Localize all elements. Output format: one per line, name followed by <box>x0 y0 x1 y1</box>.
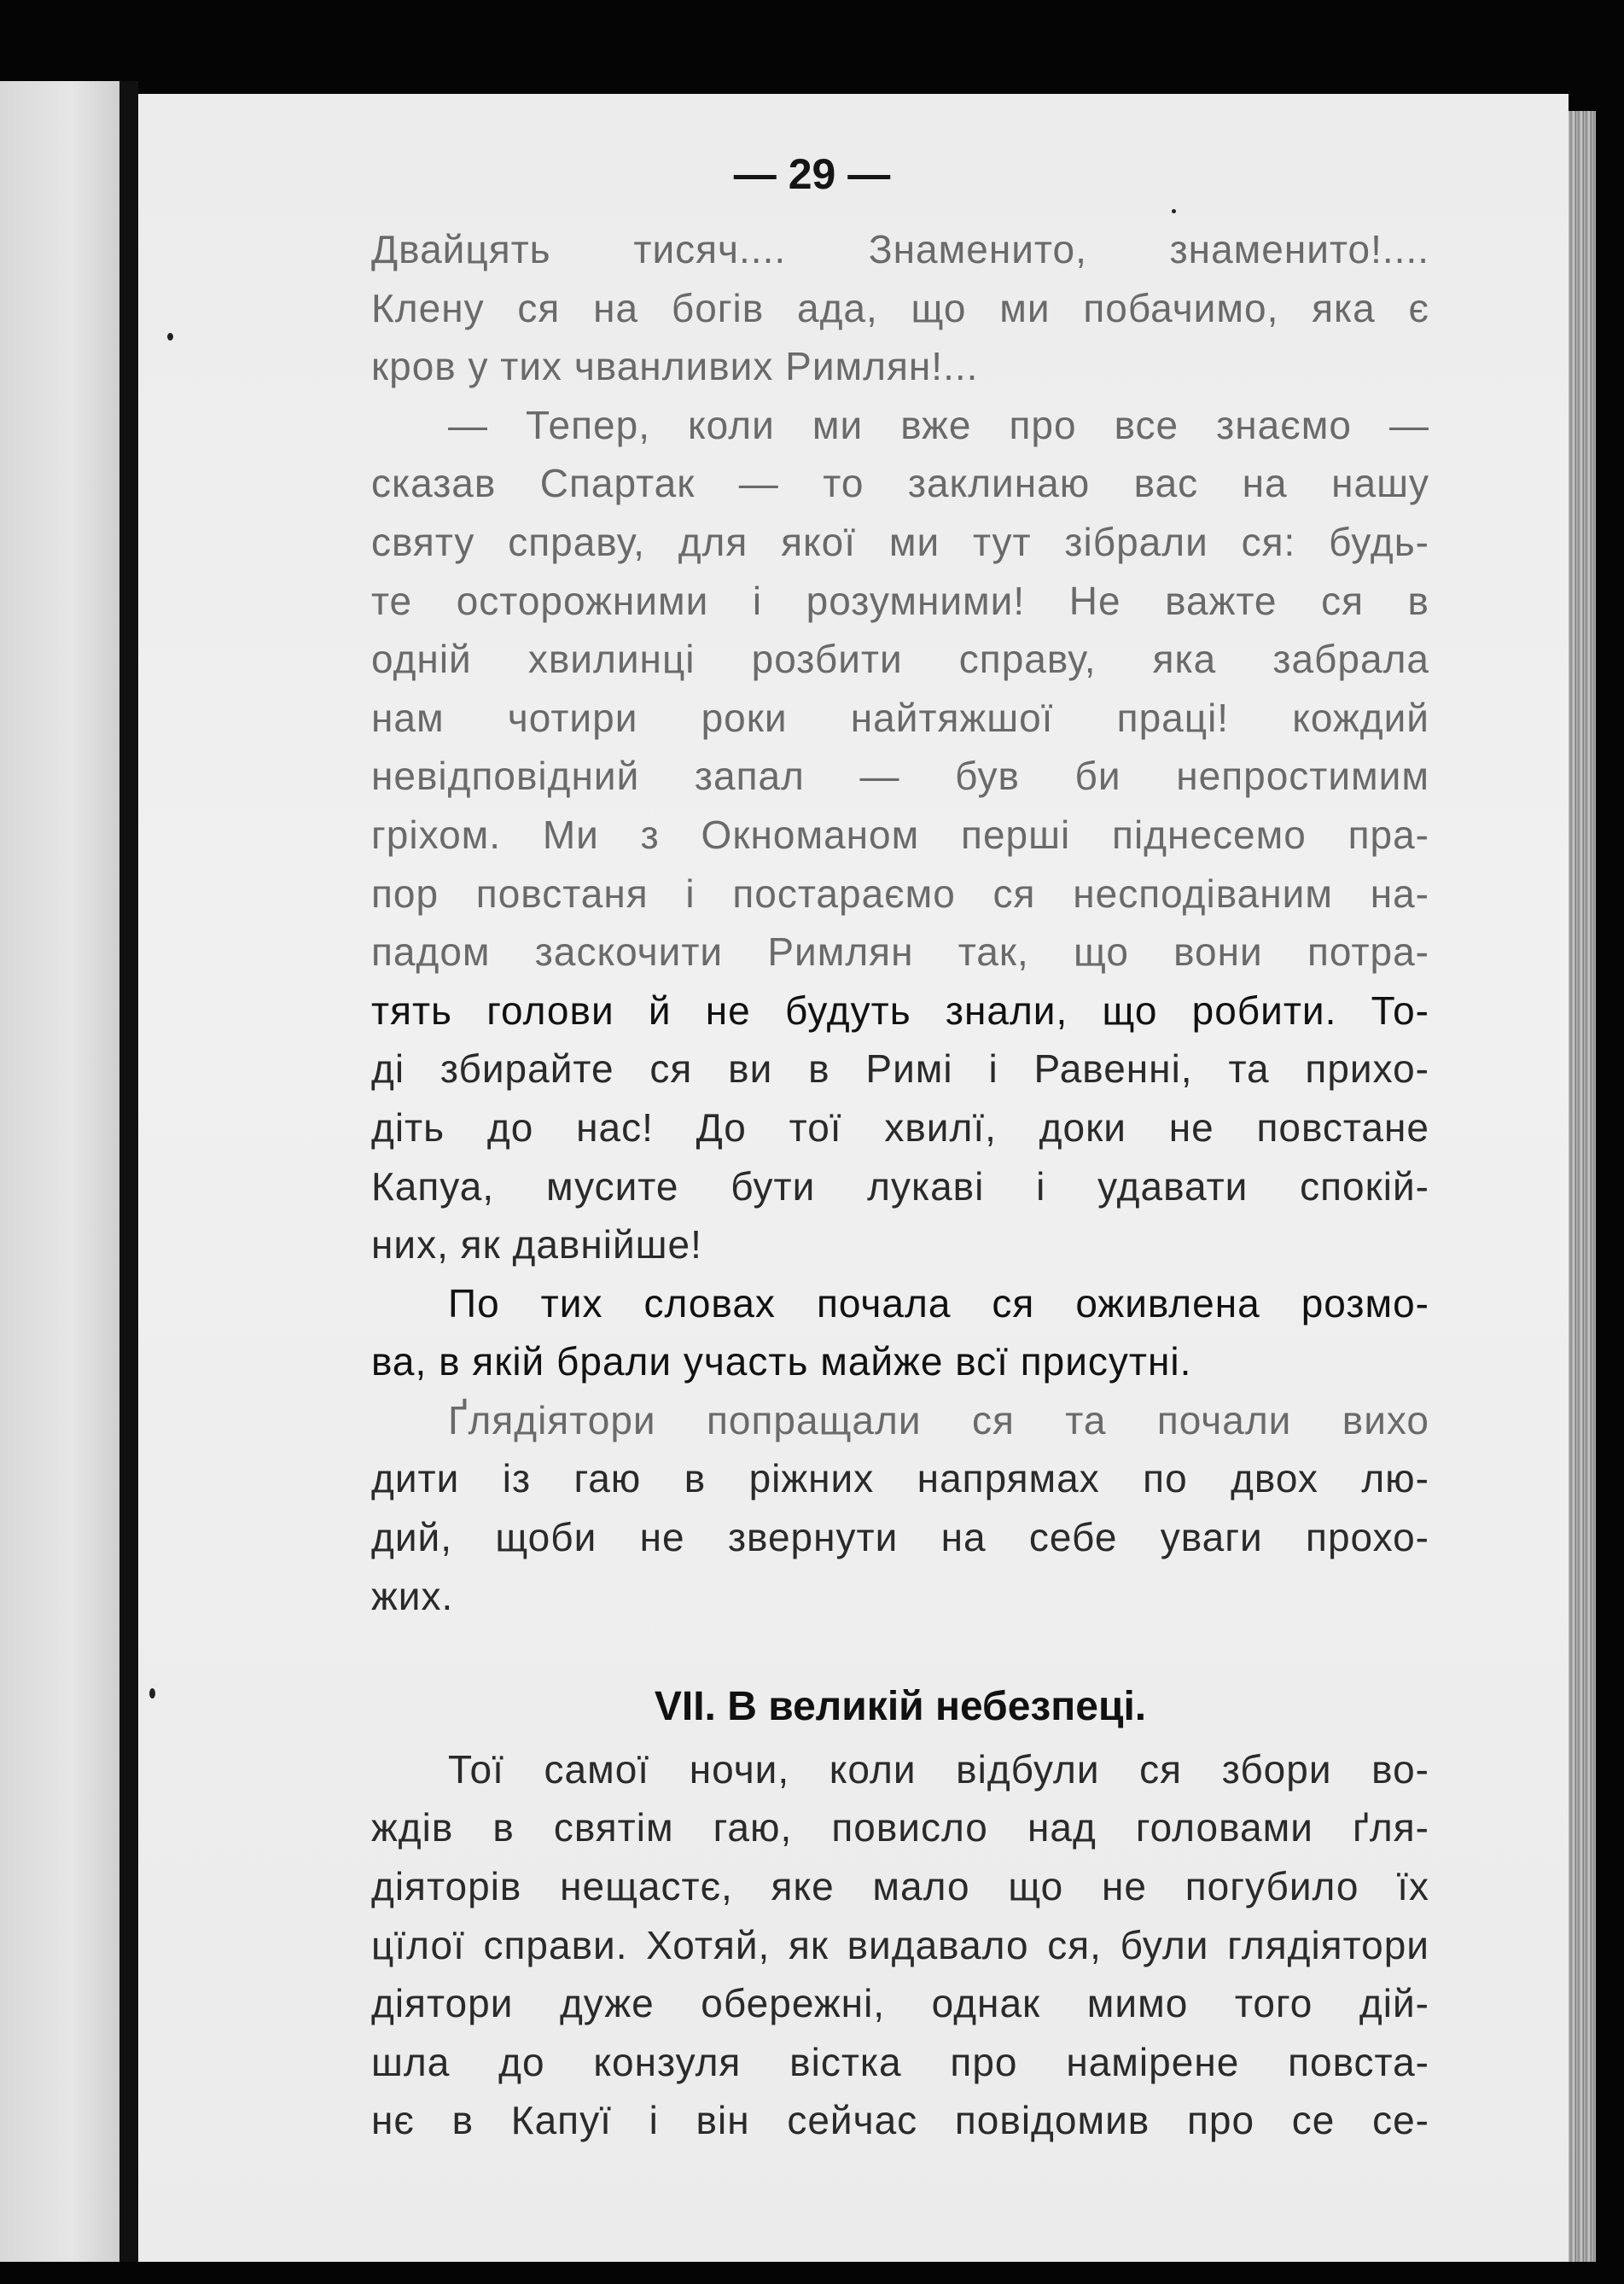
text-line: діть до нас! До тої хвилї, доки не повстане <box>371 1104 1429 1150</box>
text-line: ді збирайте ся ви в Римі і Равенні, та прихо- <box>371 1046 1429 1092</box>
section-heading: VII. В великій небезпеці. <box>654 1684 1147 1730</box>
speck-mark <box>149 1688 155 1698</box>
text-line: те осторожними і розумними! Не важте ся в <box>371 578 1429 623</box>
text-line: тять голови й не будуть знали, що робити. То- <box>371 988 1429 1033</box>
text-line: Капуа, мусите бути лукаві і удавати спокій- <box>371 1163 1429 1209</box>
speck-mark <box>1172 209 1176 213</box>
text-line: сказав Спартак — то заклинаю вас на нашу <box>371 461 1429 506</box>
text-line: Двайцять тисяч.... Знаменито, знаменито!.... <box>371 227 1429 271</box>
text-line: Ґлядіятори попращали ся та почали вихо <box>448 1397 1429 1442</box>
text-line: Тої самої ночи, коли відбули ся збори во- <box>448 1746 1429 1792</box>
text-line: — Тепер, коли ми вже про все знаємо — <box>448 402 1429 447</box>
text-line: кров у тих чванливих Римлян!... <box>371 344 979 389</box>
text-line: святу справу, для якої ми тут зібрали ся: будь- <box>371 519 1429 564</box>
body-text <box>371 220 1429 2150</box>
text-line: Клену ся на богів ада, що ми побачимо, яка є <box>371 285 1429 330</box>
page-stack-edge <box>1569 111 1596 2262</box>
text-line: жих. <box>371 1573 454 1618</box>
text-line: ва, в якій брали участь майже всї присутні. <box>371 1339 1192 1384</box>
text-line: нє в Капуї і він сейчас повідомив про се се- <box>371 2098 1429 2143</box>
page-number: — 29 — <box>733 150 891 198</box>
text-line: шла до конзуля вістка про намірене повста- <box>371 2039 1429 2084</box>
previous-page-edge <box>0 81 119 2262</box>
text-line: них, як давнійше! <box>371 1222 702 1267</box>
text-line: діятори дуже обережні, однак мимо того дій- <box>371 1981 1429 2026</box>
paragraph <box>371 1740 1429 2150</box>
paragraph <box>371 396 1429 1274</box>
text-line: діяторів нещастє, яке мало що не погубило їх <box>371 1864 1429 1909</box>
text-line: дити із гаю в ріжних напрямах по двох лю- <box>371 1456 1429 1501</box>
book-gutter <box>119 81 138 2262</box>
text-line: По тих словах почала ся оживлена розмо- <box>448 1280 1429 1326</box>
text-line: невідповідний запал — був би непростимим <box>371 754 1429 799</box>
text-line: цїлої справи. Хотяй, як видавало ся, були глядіятори <box>371 1922 1429 1967</box>
text-line: ждів в святім гаю, повисло над головами ґля- <box>371 1805 1429 1850</box>
speck-mark <box>167 333 173 341</box>
text-line: нам чотири роки найтяжшої праці! кождий <box>371 695 1429 740</box>
paragraph <box>371 220 1429 396</box>
text-line: падом заскочити Римлян так, що вони потра- <box>371 929 1429 975</box>
text-line: одній хвилинці розбити справу, яка забрала <box>371 637 1429 682</box>
text-line: гріхом. Ми з Окноманом перші піднесемо пра- <box>371 812 1429 857</box>
text-line: дий, щоби не звернути на себе уваги прохо- <box>371 1515 1429 1560</box>
paragraph <box>371 1274 1429 1391</box>
text-line: пор повстаня і постараємо ся несподіваним на- <box>371 871 1429 916</box>
paragraph <box>371 1391 1429 1625</box>
